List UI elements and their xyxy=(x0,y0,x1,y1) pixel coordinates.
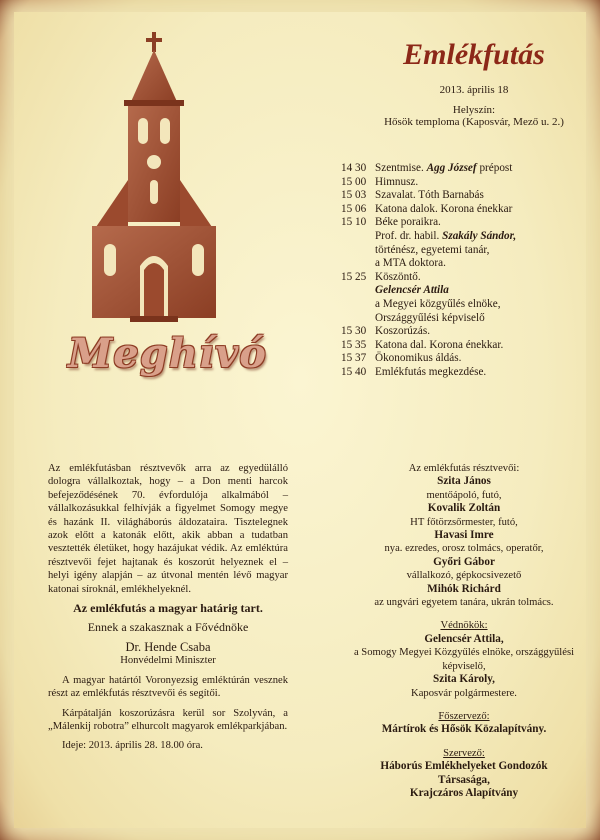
schedule-row xyxy=(341,244,581,258)
schedule-text xyxy=(375,312,581,326)
schedule-text xyxy=(375,339,581,353)
place-label: Helyszín: xyxy=(452,104,496,116)
schedule-text-plain: Béke poraikra. xyxy=(375,216,441,229)
person-role: HT főtörzsőrmester, futó, xyxy=(410,516,518,528)
schedule-text xyxy=(375,284,581,298)
organizer-list xyxy=(346,760,582,800)
schedule-row xyxy=(341,162,581,176)
description-column xyxy=(48,462,288,753)
schedule-text xyxy=(375,352,581,366)
place-value: Hősök temploma (Kaposvár, Mező u. 2.) xyxy=(384,116,564,128)
organizer-line: Háborús Emlékhelyeket Gondozók xyxy=(380,760,548,773)
schedule-row xyxy=(341,352,581,366)
patrons-list xyxy=(346,633,582,700)
schedule-row xyxy=(341,325,581,339)
schedule-text xyxy=(375,244,581,258)
schedule-time: 14 30 xyxy=(341,162,367,174)
event-date: 2013. április 18 xyxy=(439,84,509,96)
schedule-text-suffix: prépost xyxy=(476,162,513,174)
wreath-paragraph: Kárpátalján koszorúzásra kerül sor Szolyván, a „Málenkij robotra” elhurcolt magyarok emlékparkjában. xyxy=(48,707,288,732)
invitation-logo-text: Meghívó xyxy=(68,330,267,377)
person-name: Szita János xyxy=(437,475,491,488)
schedule-row xyxy=(341,366,581,380)
schedule-text xyxy=(375,162,581,176)
schedule-text-plain: Köszöntő. xyxy=(375,270,421,283)
schedule-time xyxy=(341,230,375,244)
organizer-line: Társasága, xyxy=(438,773,490,786)
schedule-row xyxy=(341,284,581,298)
schedule-time: 15 10 xyxy=(341,216,367,229)
schedule-text xyxy=(375,203,581,217)
schedule-text xyxy=(375,271,581,285)
schedule-time xyxy=(341,312,375,326)
person-name: Győri Gábor xyxy=(433,555,495,568)
page-title: Emlékfutás xyxy=(403,38,545,71)
person-role: a Somogy Megyei Közgyűlés elnöke, országgyűlési képviselő, xyxy=(353,647,575,672)
person-role: mentőápoló, futó, xyxy=(426,489,502,501)
schedule-row xyxy=(341,216,581,230)
schedule-time: 15 37 xyxy=(341,352,367,365)
person-name: Havasi Imre xyxy=(434,529,494,542)
person-name: Mihók Richárd xyxy=(427,582,501,595)
schedule-time: 15 30 xyxy=(341,325,367,338)
schedule-row xyxy=(341,298,581,312)
schedule-list xyxy=(341,162,581,380)
schedule-text-plain: Emlékfutás megkezdése. xyxy=(375,365,487,378)
schedule-text-plain: Szentmise. xyxy=(375,162,427,174)
schedule-row xyxy=(341,230,581,244)
schedule-time xyxy=(341,257,375,271)
schedule-text xyxy=(375,298,581,312)
schedule-text-emphasis: Agg József xyxy=(426,162,477,174)
invitation-page xyxy=(14,12,586,828)
person-role: az ungvári egyetem tanára, ukrán tolmács. xyxy=(374,597,554,609)
schedule-time: 15 25 xyxy=(341,270,367,283)
schedule-text-plain: történész, egyetemi tanár, xyxy=(375,243,490,256)
organizer-line: Krajczáros Alapítvány xyxy=(409,786,519,799)
schedule-text-plain: Katona dalok. Korona énekkar xyxy=(375,202,513,215)
schedule-text xyxy=(375,257,581,271)
schedule-time: 15 35 xyxy=(341,338,367,351)
schedule-text-plain: Koszorúzás. xyxy=(375,325,430,338)
schedule-time xyxy=(341,298,375,312)
participants-column xyxy=(346,462,582,800)
patron-title: Honvédelmi Miniszter xyxy=(120,655,216,667)
person-name: Kovalik Zoltán xyxy=(427,502,501,515)
schedule-text-plain: Országgyűlési képviselő xyxy=(375,311,485,324)
schedule-time xyxy=(341,284,375,298)
schedule-time: 15 03 xyxy=(341,189,367,202)
route-paragraph: A magyar határtól Voronyezsig emléktúrán vesznek részt az emlékfutás résztvevői és segítői. xyxy=(48,674,288,700)
border-line: Az emlékfutás a magyar határig tart. xyxy=(73,601,263,616)
main-organizer: Mártírok és Hősök Közalapítvány. xyxy=(381,723,547,736)
schedule-time xyxy=(341,244,375,258)
schedule-row xyxy=(341,257,581,271)
patron-line: Ennek a szakasznak a Fővédnöke xyxy=(87,620,249,635)
schedule-time: 15 40 xyxy=(341,365,367,378)
participants-list xyxy=(346,475,582,609)
schedule-row xyxy=(341,189,581,203)
schedule-text xyxy=(375,230,581,244)
organizer-label: Szervező: xyxy=(443,747,485,759)
schedule-text-plain: Szavalat. Tóth Barnabás xyxy=(375,189,484,202)
schedule-row xyxy=(341,339,581,353)
schedule-text xyxy=(375,176,581,190)
person-name: Gelencsér Attila, xyxy=(424,632,504,645)
schedule-text-plain: Himnusz. xyxy=(375,175,419,188)
schedule-time: 15 06 xyxy=(341,202,367,215)
schedule-text-emphasis: Gelencsér Attila xyxy=(375,284,449,297)
time-line: Ideje: 2013. április 28. 18.00 óra. xyxy=(62,740,203,752)
schedule-text-emphasis: Szakály Sándor, xyxy=(442,229,517,242)
schedule-text-plain: a Megyei közgyűlés elnöke, xyxy=(375,297,501,310)
schedule-text xyxy=(375,325,581,339)
schedule-text xyxy=(375,216,581,230)
person-role: vállalkozó, gépkocsivezető xyxy=(406,570,522,582)
schedule-text xyxy=(375,189,581,203)
participants-label: Az emlékfutás résztvevői: xyxy=(408,463,520,474)
schedule-time: 15 00 xyxy=(341,175,367,188)
schedule-row xyxy=(341,312,581,326)
person-name: Szita Károly, xyxy=(433,673,495,686)
schedule-row xyxy=(341,271,581,285)
patrons-label: Védnökök: xyxy=(440,620,488,632)
schedule-text-plain: Prof. dr. habil. xyxy=(375,229,443,242)
intro-paragraph: Az emlékfutásban résztvevők arra az egyedülálló dologra vállalkoztak, hogy – a Don menti harcok befejeződésének 70. évfordulója alkalmából – vállalkozásukkal felhívják a figyelmet Somogy megye és hazánk II. világháborús áldozataira. Tisztelegnek azok előtt a katonák előtt, akik abban a tudatban vesztették életüket, hogy hazájukat védik. Az emléktúra résztvevői fejet hajtanak és koszorút helyeznek el – helyi igény alapján – az útvonal mentén lévő magyar katonai síroknál, emlékhelyeknél. xyxy=(48,463,288,595)
schedule-text-plain: Katona dal. Korona énekkar. xyxy=(375,338,504,351)
person-role: nya. ezredes, orosz tolmács, operatőr, xyxy=(384,543,544,555)
schedule-text-plain: Ökonomikus áldás. xyxy=(375,352,462,365)
patron-name: Dr. Hende Csaba xyxy=(125,639,211,654)
schedule-row xyxy=(341,176,581,190)
church-illustration xyxy=(74,30,234,330)
person-role: Kaposvár polgármestere. xyxy=(411,687,517,699)
schedule-text xyxy=(375,366,581,380)
main-organizer-label: Főszervező: xyxy=(438,710,490,722)
schedule-text-plain: a MTA doktora. xyxy=(375,257,446,270)
schedule-row xyxy=(341,203,581,217)
